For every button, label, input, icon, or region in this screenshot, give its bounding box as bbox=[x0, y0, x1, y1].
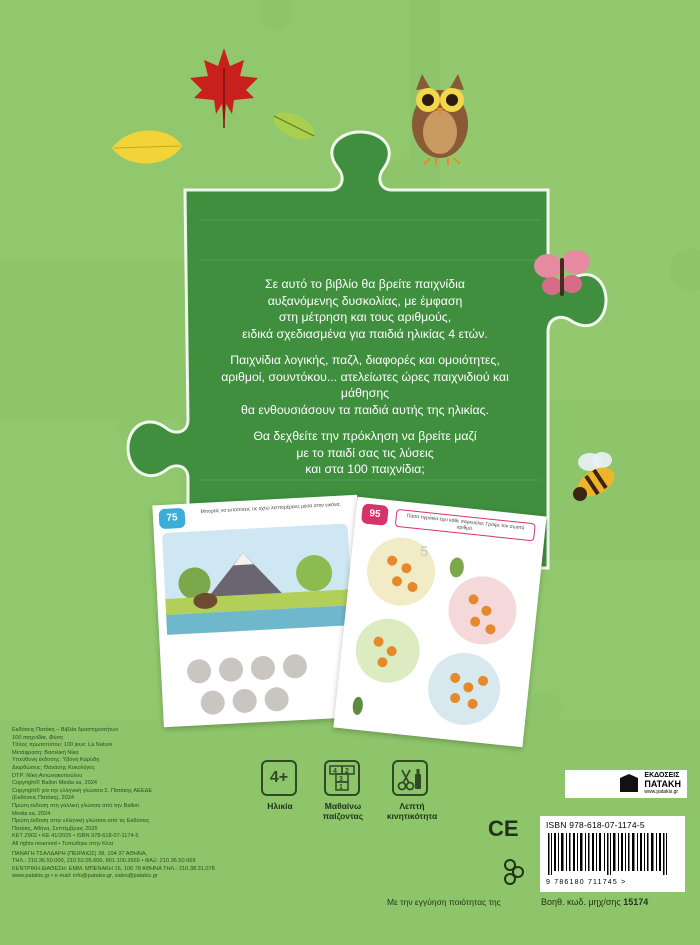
page-caption: Πόσα τιγράκια έχει κάθε σαρκούλα; Γράψε τον σωστό αριθμό. bbox=[395, 509, 536, 542]
fine-motor-label: Λεπτή κινητικότητα bbox=[386, 801, 438, 821]
description-paragraph-3: Θα δεχθείτε την πρόκληση να βρείτε μαζί με το παιδί σας τις λύσεις και στα 100 παιχνίδια; bbox=[253, 429, 477, 476]
publisher-logo: ΕΚΔΟΣΕΙΣ ΠΑΤΑΚΗ www.patakis.gr bbox=[565, 770, 687, 798]
description-text bbox=[200, 276, 530, 488]
isbn-barcode bbox=[540, 816, 685, 892]
isbn-digits: 9 786180 711745 > bbox=[546, 879, 627, 886]
learn-playing-label: Μαθαίνω παίζοντας bbox=[322, 801, 364, 821]
svg-text:2: 2 bbox=[345, 768, 349, 775]
description-paragraph-1: Σε αυτό το βιβλίο θα βρείτε παιχνίδια αυξανόμενης δυσκολίας, με έμφαση στη μέτρηση και τους αριθμούς, ειδικά σχεδιασμένα για παιδιά ηλικίας 4 ετών. bbox=[242, 277, 488, 341]
sample-page-right bbox=[333, 497, 546, 748]
scissors-glue-icon bbox=[392, 760, 428, 796]
isbn-text: ISBN 978-618-07-1174-5 bbox=[546, 820, 645, 830]
description-paragraph-2: Παιχνίδια λογικής, παζλ, διαφορές και ομοιότητες, αριθμοί, σουντόκου... ατελείωτες ώρες παιχνιδιού και μάθησης θα ενθουσιάσουν τα παιδιά αυτής της ηλικίας. bbox=[221, 353, 509, 417]
page-number-badge: 95 bbox=[361, 503, 389, 526]
bee-icon bbox=[573, 452, 620, 502]
publisher-logo-icon bbox=[618, 774, 640, 794]
age-icon: 4+ bbox=[261, 760, 297, 796]
page-number-badge: 75 bbox=[159, 508, 186, 529]
barcode-bars bbox=[546, 833, 679, 875]
publisher-address: ΠΑΝΑΓΗ ΤΣΑΛΔΑΡΗ (ΠΕΙΡΑΙΩΣ) 38, 104 37 ΑΘΗΝΑ, ΤΗΛ.: 210.36.50.000, 210.52.05.600, 801.100.2665 • ΦΑΞ: 210.36.50.069 ΚΕΝΤΡΙΚΗ ΔΙΑΘΕΣΗ: ΕΜΜ. ΜΠΕΝΑΚΗ 16, 106 78 ΑΘΗΝΑ ΤΗΛ.: 210.38.31.078 www.patakis.gr • e-mail: info@patakis.gr, sales@patakis.gr bbox=[12, 850, 215, 880]
svg-text:3: 3 bbox=[339, 776, 343, 783]
svg-text:4: 4 bbox=[333, 768, 337, 775]
age-label: Ηλικία bbox=[267, 801, 293, 811]
ce-mark: CE bbox=[488, 816, 519, 841]
product-code: Βοηθ. κωδ. μηχ/σης 15174 bbox=[541, 897, 649, 907]
colophon: Εκδόσεις Πατάκη – Βιβλία δραστηριοτήτων 100 παιχνίδια, Φύση Τίτλος πρωτοτύπου: 100 jeux: La Nature Μετάφραση: Βασιλική Νίκα Υπεύθυνη έκδοσης: Υβόνη Καρύδη Διορθώσεις: Θανάσης Κοκολόγος DTP: Νίκη Αντωνακοπούλου Copyright© Ballon Media sa, 2024 Copyright© για την ελληνική γλώσσα Σ. Πατάκης ΑΕΕΔΕ (Εκδόσεις Πατάκη), 2024 Πρώτη έκδοση στη γαλλική γλώσσα από την Ballon Media sa, 2024 Πρώτη έκδοση στην ελληνική γλώσσα από τις Εκδόσεις Πατάκη, Αθήνα, Σεπτέμβριος 2025 ΚΕΤ Ζ902 • ΚΕ 41/2025 • ISBN 978-618-07-1174-5 All rights reserved • Τυπώθηκε στην Κίνα ΠΑΝΑΓΗ ΤΣΑΛΔΑΡΗ (ΠΕΙΡΑΙΩΣ) 38, 104 37 ΑΘΗΝΑ, ΤΗΛ.: 210.36.50.000, 210.52.05.600, 801.100.2665 • ΦΑΞ: 210.36.50.069 ΚΕΝΤΡΙΚΗ ΔΙΑΘΕΣΗ: ΕΜΜ. ΜΠΕΝΑΚΗ 16, 106 78 ΑΘΗΝΑ ΤΗΛ.: 210.38.31.078 www.patakis.gr • e-mail: info@patakis.gr, sales@patakis.gr bbox=[12, 727, 240, 881]
sample-digit: 5 bbox=[419, 542, 429, 560]
quality-guarantee: Με την εγγύηση ποιότητας της bbox=[387, 897, 501, 907]
landscape-scene bbox=[162, 523, 362, 733]
page-caption: Μπορείς να εντοπίσεις τις οχτώ λεπτομέρειες μέσα στην εικόνα; bbox=[200, 501, 341, 515]
tiger-groups bbox=[340, 527, 540, 745]
svg-text:1: 1 bbox=[339, 784, 343, 791]
hopscotch-icon bbox=[324, 760, 360, 796]
ballon-logo-icon bbox=[503, 858, 525, 886]
